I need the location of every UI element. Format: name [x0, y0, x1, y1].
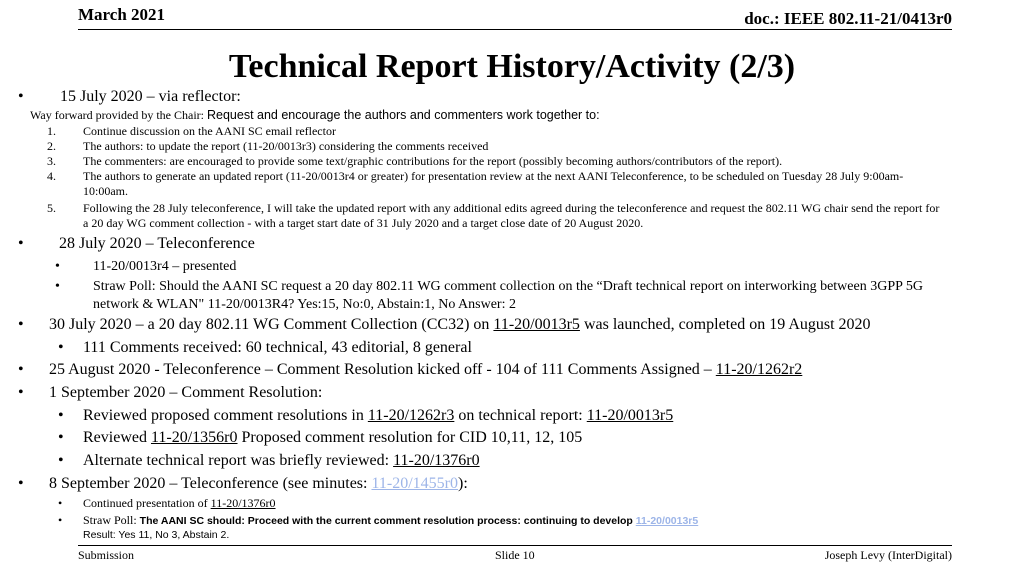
- bullet-dot: •: [18, 475, 24, 492]
- bullet-28-july: [18, 234, 255, 254]
- doc-link-0013r5[interactable]: 11-20/0013r5: [586, 407, 674, 424]
- sub-bullet-straw-poll: [55, 277, 923, 297]
- bullet-dot: •: [55, 279, 60, 294]
- header-date: March 2021: [78, 5, 166, 24]
- bullet-text: Straw Poll: The AANI SC should: Proceed with the current comment resolution process: continuing to develop 11-20/0013r5: [83, 513, 699, 527]
- bullet-25-august: [18, 360, 803, 380]
- bullet-dot: •: [18, 316, 24, 333]
- bullet-text: 8 September 2020 – Teleconference (see minutes: 11-20/1455r0):: [49, 475, 468, 492]
- footer-submission: Submission: [78, 548, 135, 562]
- bullet-dot: •: [18, 361, 24, 378]
- footer-slide-number: Slide 10: [495, 548, 535, 562]
- bullet-text: 15 July 2020 – via reflector:: [60, 88, 241, 105]
- bullet-text: Alternate technical report was briefly reviewed: 11-20/1376r0: [83, 452, 480, 469]
- bullet-1-september: [18, 383, 323, 403]
- way-forward-label: Way forward provided by the Chair:: [30, 108, 207, 122]
- list-item-continuation: 10:00am.: [83, 184, 128, 198]
- bullet-dot: •: [58, 513, 63, 527]
- sub-bullet-reviewed-1356r0: [58, 428, 583, 448]
- way-forward-line: [30, 108, 600, 123]
- bullet-text: Reviewed 11-20/1356r0 Proposed comment resolution for CID 10,11, 12, 105: [83, 429, 583, 446]
- list-item-continuation: a 20 day WG comment collection - with a target start date of 31 July 2020 and a target close date of 20 August 2020.: [83, 216, 644, 230]
- bullet-text: Straw Poll: Should the AANI SC request a 20 day 802.11 WG comment collection on the “Draft technical report on interworking between 3GPP 5G: [93, 279, 923, 294]
- doc-link-1376r0[interactable]: 11-20/1376r0: [210, 496, 276, 510]
- doc-link-1455r0[interactable]: 11-20/1455r0: [371, 475, 458, 492]
- sub-bullet-presented: [55, 257, 237, 277]
- bullet-30-july: [18, 315, 871, 335]
- bullet-15-july: [18, 87, 241, 107]
- slide-title: Technical Report History/Activity (2/3): [228, 48, 796, 85]
- way-forward-text: Request and encourage the authors and commenters work together to:: [206, 108, 600, 122]
- sub-bullet-reviewed-resolutions: [58, 406, 674, 426]
- header-doc-number: doc.: IEEE 802.11-21/0413r0: [744, 9, 952, 28]
- doc-link-1262r2[interactable]: 11-20/1262r2: [715, 361, 803, 378]
- bullet-dot: •: [18, 384, 24, 401]
- bullet-text: 30 July 2020 – a 20 day 802.11 WG Comment Collection (CC32) on 11-20/0013r5 was launched, completed on 19 August 2020: [49, 316, 871, 333]
- bullet-dot: •: [58, 339, 64, 356]
- footer-divider: [78, 545, 952, 546]
- sub-bullet-straw-poll-sept: [58, 512, 699, 528]
- bullet-text: 11-20/0013r4 – presented: [93, 259, 237, 274]
- bullet-text: 111 Comments received: 60 technical, 43 editorial, 8 general: [83, 339, 472, 356]
- bullet-text: Reviewed proposed comment resolutions in 11-20/1262r3 on technical report: 11-20/0013r5: [83, 407, 674, 424]
- bullet-text: 1 September 2020 – Comment Resolution:: [49, 384, 323, 401]
- bullet-8-september: [18, 474, 468, 494]
- bullet-dot: •: [58, 429, 64, 446]
- sub-bullet-comments-received: [58, 338, 472, 358]
- bullet-dot: •: [55, 259, 60, 274]
- bullet-dot: •: [58, 496, 63, 510]
- sub-bullet-straw-poll-continuation: network & WLAN" 11-20/0013R4? Yes:15, No:0, Abstain:1, No Answer: 2: [93, 297, 516, 312]
- bullet-dot: •: [18, 88, 24, 105]
- bullet-dot: •: [18, 235, 24, 252]
- bullet-dot: •: [58, 407, 64, 424]
- sub-bullet-continued-presentation: [58, 495, 276, 511]
- doc-link-1262r3[interactable]: 11-20/1262r3: [367, 407, 455, 424]
- bullet-text: 28 July 2020 – Teleconference: [59, 235, 255, 252]
- header-divider: [78, 29, 952, 30]
- doc-link-0013r5[interactable]: 11-20/0013r5: [493, 316, 580, 333]
- doc-link-1356r0[interactable]: 11-20/1356r0: [150, 429, 238, 446]
- footer-author: Joseph Levy (InterDigital): [824, 548, 952, 562]
- sub-bullet-alternate-report: [58, 451, 480, 471]
- doc-link-1376r0[interactable]: 11-20/1376r0: [393, 452, 480, 469]
- doc-link-0013r5[interactable]: 11-20/0013r5: [635, 515, 699, 527]
- bullet-dot: •: [58, 452, 64, 469]
- bullet-text: 25 August 2020 - Teleconference – Comment Resolution kicked off - 104 of 111 Comments Assigned – 11-20/1262r2: [49, 361, 803, 378]
- straw-poll-result: Result: Yes 11, No 3, Abstain 2.: [83, 529, 230, 541]
- bullet-text: Continued presentation of 11-20/1376r0: [83, 496, 276, 510]
